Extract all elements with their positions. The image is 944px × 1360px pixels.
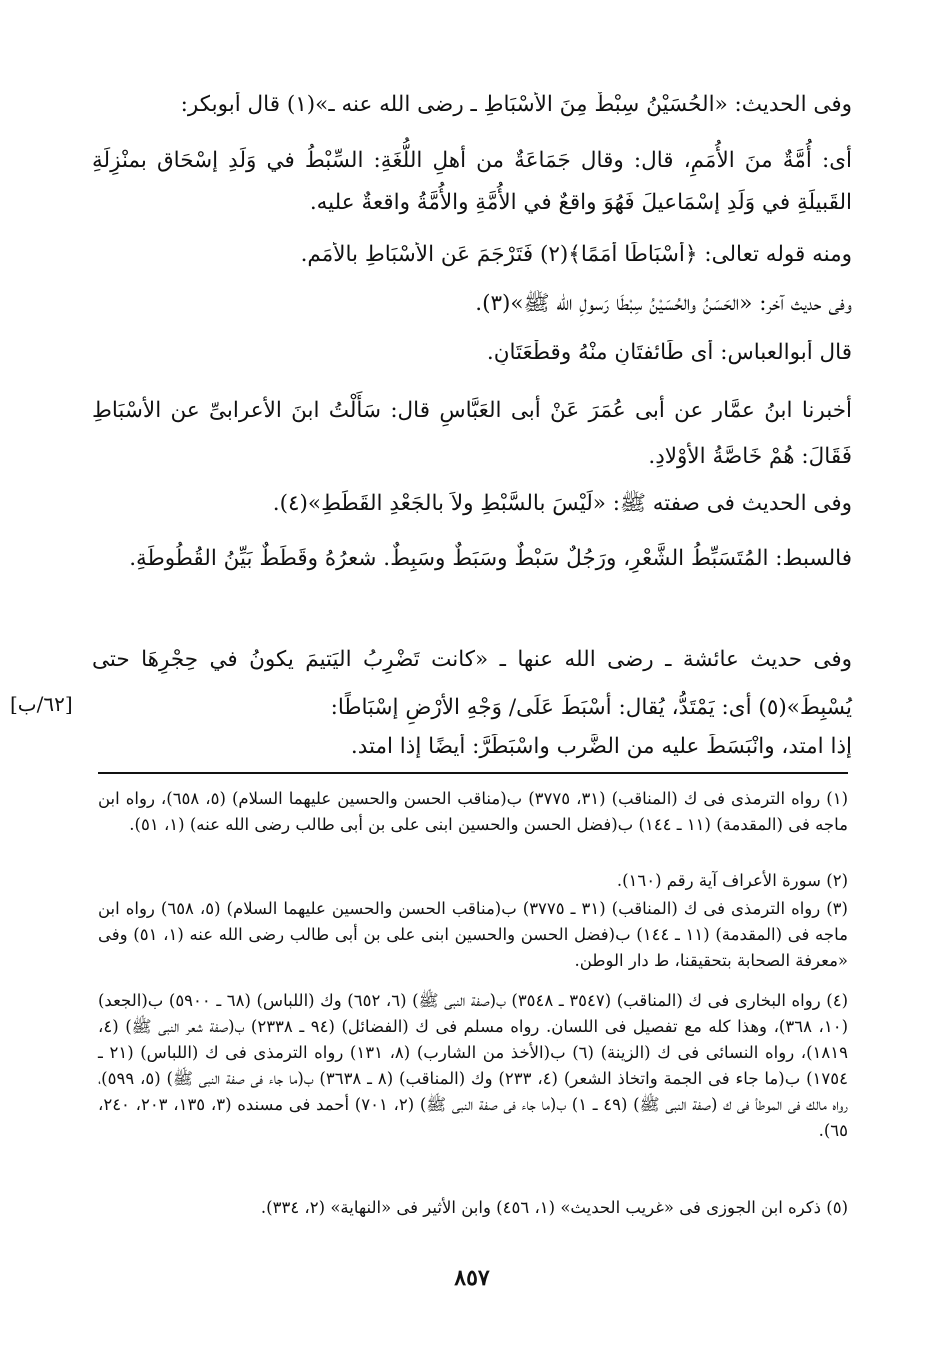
paragraph-1: وفى الحديث: «الحُسَيْنُ سِبْطٌ مِنَ الأَسْبَاطِ ـ رضى الله عنه ـ»(١) قال أبوبكر:	[180, 92, 852, 117]
footnote-3: (٣) رواه الترمذى فى ك (المناقب) (٣١ ـ ٣٧٧٥) ب(مناقب الحسن والحسين عليهما السلام) (٥، ٦٥٨) رواه ابن ماجه فى (المقدمة) (١١ ـ ١٤٤) ب(فضل الحسن والحسين ابنى على بن أبى طالب رضى الله عنه (١، ٥١) وفى «معرفة الصحابة بتحقيقنا، ط دار الوطن.	[98, 899, 848, 970]
manuscript-folio-marker: [٦٢/ب]	[10, 692, 73, 716]
paragraph-9: وفى حديث عائشة ـ رضى الله عنها ـ «كانت تَضْرِبُ اليَتيمَ يكونُ في حِجْرِهَا حتى يُسْبِطَ»(٥) أى: يَمْتَدُّ، يُقال: أسْبَطَ عَلَى/ وَجْهِ الأرْضِ إسْبَاطًا:	[92, 647, 852, 720]
paragraph-10: إذا امتد، وانْبَسَطَ عليه من الضَّرب واسْبَطَرَّ: أيضًا إذا امتد.	[350, 734, 852, 759]
paragraph-6: أخبرنا ابنُ عمَّار عن أبى عُمَرَ عَنْ أبى العَبَّاسِ قال: سَأَلْتُ ابنَ الأعرابىِّ عن الأسْبَاطِ فَقَالَ: هُمْ خَاصَّةُ الأوْلادِ.	[92, 398, 852, 469]
paragraph-3: ومنه قوله تعالى: ﴿أَسْبَاطًا أُمَمًا﴾(٢) فَتَرْجَمَ عَنِ الأسْبَاطِ بالأُمَمِ.	[300, 242, 852, 267]
paragraph-4: وفى حديث آخر: «الحَسَنُ والحُسَيْنُ سِبْطَا رَسولِ الله ﷺ»(٣).	[475, 291, 852, 316]
footnote-4: (٤) رواه البخارى فى ك (المناقب) (٣٥٤٧ ـ ٣٥٤٨) ب(صفة النبى ﷺ) (٦، ٦٥٢) وك (اللباس) (٦٨ ـ ٥٩٠٠) ب(الجعد) (١٠، ٣٦٨)، وهذا كله مع تفصيل فى اللسان. رواه مسلم فى ك (الفضائل) (٩٤ ـ ٢٣٣٨) ب(صفة شعر النبى ﷺ) (٤، ١٨١٩)، رواه النسائى فى ك (الزينة) (٦) ب(الأخذ من الشارب) (٨، ١٣١) رواه الترمذى فى ك (اللباس) (٢١ ـ ١٧٥٤) ب(ما جاء فى الجمة واتخاذ الشعر) (٤، ٢٣٣) وك (المناقب) (٨ ـ ٣٦٣٨) ب(ما جاء فى صفة النبى ﷺ) (٥، ٥٩٩)، رواه مالك فى الموطأ فى ك (صفة النبى ﷺ) (٤٩ ـ ١) ب(ما جاء فى صفة النبى ﷺ) (٢، ٧٠١) أحمد فى مسنده (٣، ١٣٥، ٢٠٣، ٢٤٠، ٦٥).	[98, 991, 849, 1140]
paragraph-7: وفى الحديث فى صفته ﷺ: «لَيْسَ بالسَّبْطِ ولاَ بالجَعْدِ القَطَطِ»(٤).	[272, 491, 852, 516]
paragraph-8: فالسبط: المُتَسَبِّطُ الشَّعْرِ، ورَجُلٌ سَبْطٌ وسَبَطٌ وسَبِطٌ. شعرُهُ وقَطَطٌ بَيِّنُ القُطُوطَةِ.	[129, 546, 852, 571]
footnote-2: (٢) سورة الأعراف آية رقم (١٦٠).	[616, 871, 848, 890]
paragraph-5: قال أبوالعباس: أى طَائفتَانِ منْهُ وقطْعَتَانِ.	[486, 340, 852, 365]
paragraph-2: أى: أُمَّةٌ منَ الأُمَمِ، قال: وقال جَمَاعَةٌ من أهلِ اللُّغَةِ: السِّبْطُ في وَلَدِ إسْحَاق بمنْزِلَةِ القَبيلَةِ في وَلَدِ إسْمَاعيلَ فَهُوَ واقعٌ في الأُمَّةِ والأُمَّةُ واقعةٌ عليه.	[92, 148, 852, 215]
page-number: ٨٥٧	[454, 1265, 490, 1291]
footnote-1: (١) رواه الترمذى فى ك (المناقب) (٣١، ٣٧٧٥) ب(مناقب الحسن والحسين عليهما السلام) (٥، ٦٥٨)، رواه ابن ماجه فى (المقدمة) (١١ ـ ١٤٤) ب(فضل الحسن والحسين ابنى على بن أبى طالب رضى الله عنه) (١، ٥١).	[98, 789, 849, 834]
footnote-5: (٥) ذكره ابن الجوزى فى «غريب الحديث» (١، ٤٥٦) وابن الأثير فى «النهاية» (٢، ٣٣٤).	[260, 1198, 848, 1217]
footnote-divider	[98, 772, 848, 774]
